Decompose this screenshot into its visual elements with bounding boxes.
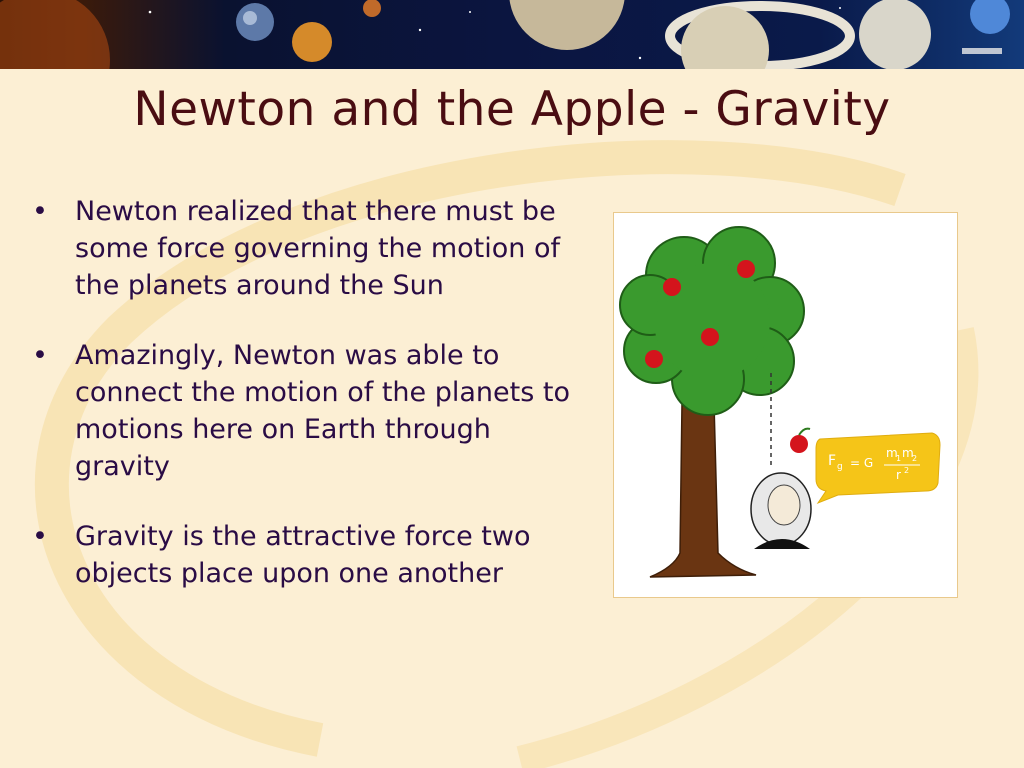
svg-text:2: 2 xyxy=(904,466,910,475)
planet-venus-icon xyxy=(292,22,332,62)
svg-text:2: 2 xyxy=(912,454,918,463)
slide-title: Newton and the Apple - Gravity xyxy=(133,82,891,137)
bullet-icon: • xyxy=(32,340,48,371)
tree-foliage-icon xyxy=(620,227,804,415)
tree-trunk-icon xyxy=(650,403,756,577)
svg-text:= G: = G xyxy=(850,456,874,470)
sun-glow xyxy=(0,0,110,69)
bullet-list xyxy=(30,193,570,625)
planet-mars-icon xyxy=(363,0,381,17)
newton-portrait-icon xyxy=(751,473,811,549)
satellite-icon xyxy=(962,48,1002,54)
bullet-item xyxy=(30,337,570,485)
falling-apple-icon xyxy=(790,429,810,453)
bullet-icon: • xyxy=(32,196,48,227)
planet-jupiter-icon xyxy=(509,0,625,50)
bullet-item xyxy=(30,518,570,592)
bullet-icon: • xyxy=(32,521,48,552)
bullet-text: Amazingly, Newton was able to connect the motion of the planets to motions here on Earth through gravity xyxy=(75,340,570,482)
svg-text:m: m xyxy=(886,446,898,460)
bullet-text: Newton realized that there must be some force governing the motion of the planets around the Sun xyxy=(75,196,561,301)
planet-uranus-icon xyxy=(859,0,931,69)
svg-text:F: F xyxy=(828,453,837,469)
space-banner xyxy=(0,0,1024,69)
svg-text:m: m xyxy=(902,446,914,460)
svg-text:g: g xyxy=(837,462,843,472)
svg-text:1: 1 xyxy=(896,454,902,463)
planet-neptune-icon xyxy=(970,0,1010,34)
newton-apple-illustration xyxy=(613,212,958,598)
bullet-item xyxy=(30,193,570,304)
svg-text:r: r xyxy=(896,468,901,482)
bullet-text: Gravity is the attractive force two objects place upon one another xyxy=(75,521,531,589)
